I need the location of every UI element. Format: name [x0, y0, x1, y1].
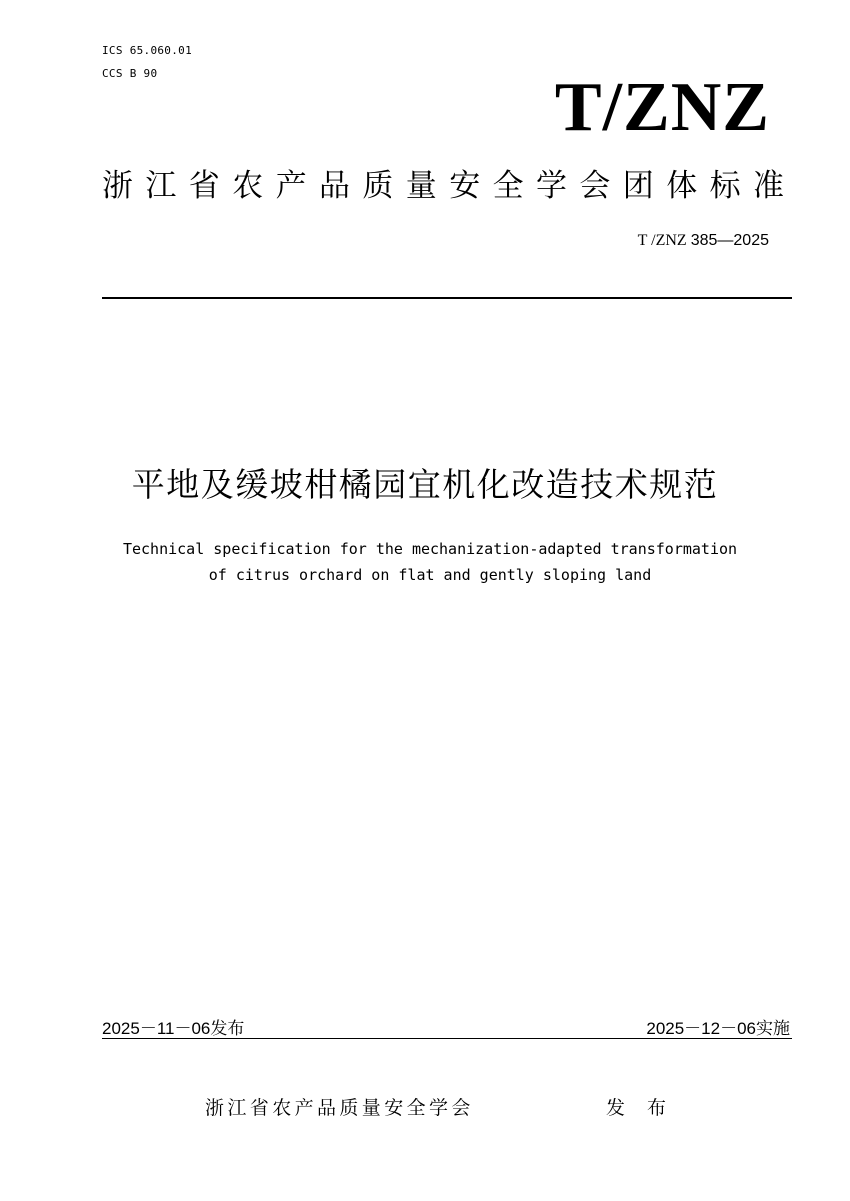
document-title-chinese: 平地及缓坡柑橘园宜机化改造技术规范: [131, 465, 719, 504]
publisher-name: 浙江省农产品质量安全学会: [205, 1097, 474, 1119]
english-title-line-1: Technical specification for the mechanization-adapted transformation: [122, 540, 738, 558]
english-title-line-2: of citrus orchard on flat and gently sloping land: [208, 566, 652, 584]
issue-date-value: 2025－11－06: [102, 1019, 211, 1038]
organization-standard-title: 浙江省农产品质量安全学会团体标准: [102, 168, 797, 204]
standard-number-value: 385—2025: [690, 232, 769, 249]
implementation-date: [646, 1019, 790, 1039]
ccs-code: CCS B 90: [102, 67, 158, 80]
issue-date-label: 发布: [210, 1019, 245, 1038]
implementation-date-value: 2025－12－06: [646, 1019, 756, 1038]
implementation-date-label: 实施: [756, 1019, 790, 1038]
publish-label: 发 布: [606, 1097, 675, 1119]
standard-number: [638, 231, 769, 251]
ics-code: ICS 65.060.01: [102, 44, 192, 57]
issue-date: [102, 1019, 244, 1039]
bottom-divider: [102, 1038, 792, 1039]
standard-brand-code: T/ZNZ: [554, 69, 770, 146]
standard-number-prefix: T /ZNZ: [637, 232, 687, 249]
top-divider: [102, 297, 792, 299]
document-title-english: [0, 536, 850, 588]
